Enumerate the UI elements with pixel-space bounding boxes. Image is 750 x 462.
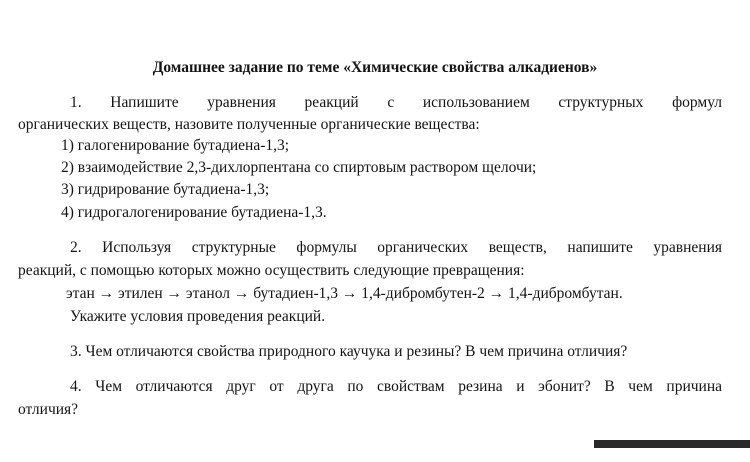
task1-item-4: 4) гидрогалогенирование бутадиена-1,3. xyxy=(61,204,327,221)
task1-item-2: 2) взаимодействие 2,3-дихлорпентана со спиртовым раствором щелочи; xyxy=(61,159,537,176)
task3-line1: 3. Чем отличаются свойства природного каучука и резины? В чем причина отличия? xyxy=(70,343,628,360)
task2-line2: реакций, с помощью которых можно осуществить следующие превращения: xyxy=(18,262,525,279)
task4-line1: 4. Чем отличаются друг от друга по свойствам резина и эбонит? В чем причина xyxy=(70,378,722,395)
task4-line2: отличия? xyxy=(18,401,79,418)
task2-conditions: Укажите условия проведения реакций. xyxy=(70,308,326,325)
task1-item-3: 3) гидрирование бутадиена-1,3; xyxy=(61,181,270,198)
document-title: Домашнее задание по теме «Химические свойства алкадиенов» xyxy=(152,59,598,76)
task2-chain: этан → этилен → этанол → бутадиен-1,3 → 1,4-дибромбутен-2 → 1,4-дибромбутан. xyxy=(66,285,623,302)
task1-item-1: 1) галогенирование бутадиена-1,3; xyxy=(61,137,290,154)
task2-line1: 2. Используя структурные формулы органических веществ, напишите уравнения xyxy=(70,239,722,256)
task1-line1: 1. Напишите уравнения реакций с использованием структурных формул xyxy=(70,94,722,111)
dark-edge-bar xyxy=(594,440,750,448)
task1-line2: органических веществ, назовите полученные органические вещества: xyxy=(18,116,480,133)
